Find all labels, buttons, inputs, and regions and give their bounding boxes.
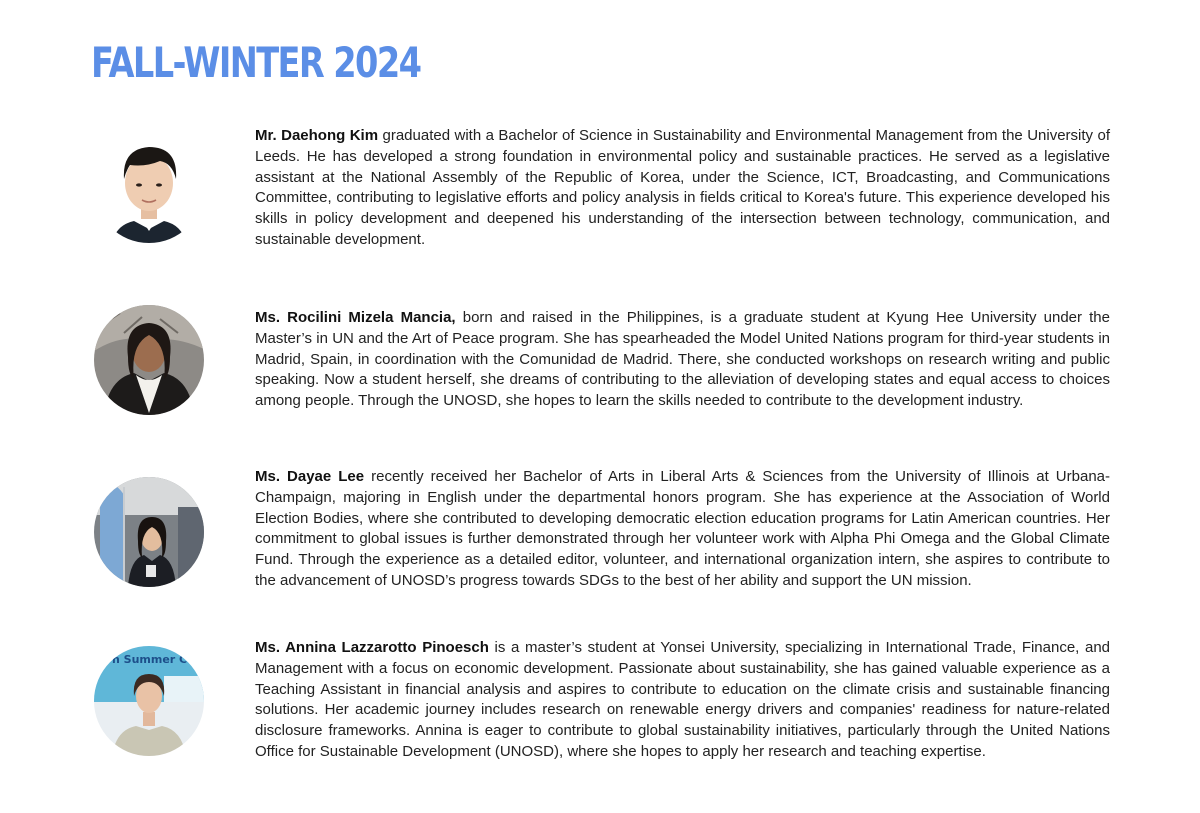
profile-photo (94, 133, 204, 243)
profile-description: recently received her Bachelor of Arts in Liberal Arts & Sciences from the University of Illinois at Urbana-Champaign, majoring in English under the departmental honors program. She has experience at the Association of World Election Bodies, where she contributed to developing democratic election education programs for Latin American countries. Her commitment to global issues is further demonstrated through her volunteer work with Alpha Phi Omega and the Global Climate Fund. Through the experience as a detailed editor, volunteer, and international organization intern, she aspires to contribute to the advancement of UNOSD’s progress towards SDGs to the best of her ability and support the UN mission. (255, 468, 1111, 589)
profile-bio (255, 638, 1110, 763)
profile-photo (94, 305, 204, 415)
profile-bio (255, 467, 1110, 592)
portrait-photo (94, 133, 204, 243)
profile-name: Ms. Dayae Lee (255, 468, 365, 485)
profile-bio (255, 126, 1110, 251)
profile-name: Ms. Rocilini Mizela Mancia, (255, 309, 456, 326)
profile-photo (94, 646, 204, 756)
profile-photo (94, 477, 204, 587)
portrait-photo (94, 646, 204, 756)
page-title: FALL-WINTER 2024 (91, 38, 421, 87)
profile-bio (255, 308, 1110, 412)
profile-name: Mr. Daehong Kim (255, 127, 379, 144)
profile-description: born and raised in the Philippines, is a graduate student at Kyung Hee University under the Master’s in UN and the Art of Peace program. She has spearheaded the Model United Nations program for third-year students in Madrid, Spain, in coordination with the Comunidad de Madrid. There, she conducted workshops on research writing and public speaking. Now a student herself, she dreams of contributing to the alleviation of developing states and equal access to choices among people. Through the UNOSD, she hopes to learn the skills needed to contribute to the development industry. (255, 309, 1110, 410)
profile-description: is a master’s student at Yonsei University, specializing in International Trade, Finance, and Management with a focus on economic development. Passionate about sustainability, she has gained valuable experience as a Teaching Assistant in financial analysis and aspires to contribute to education on the climate crisis and sustainable financing solutions. Her academic journey includes research on renewable energy drivers and companies' readiness for nature-related disclosure frameworks. Annina is eager to contribute to global sustainability initiatives, particularly through the United Nations Office for Sustainable Development (UNOSD), where she hopes to apply her research and teaching expertise. (255, 639, 1111, 760)
profile-description: graduated with a Bachelor of Science in Sustainability and Environmental Management from the University of Leeds. He has developed a strong foundation in environmental policy and sustainable practices. He served as a legislative assistant at the National Assembly of the Republic of Korea, under the Science, ICT, Broadcasting, and Communications Committee, contributing to legislative efforts and policy analysis in fields critical to Korea's future. This experience developed his skills in policy development and deepened his understanding of the intersection between technology, communication, and sustainable development. (255, 127, 1111, 248)
portrait-photo (94, 305, 204, 415)
portrait-photo (94, 477, 204, 587)
profile-name: Ms. Annina Lazzarotto Pinoesch (255, 639, 489, 656)
banner-text: n Summer C (112, 653, 188, 666)
